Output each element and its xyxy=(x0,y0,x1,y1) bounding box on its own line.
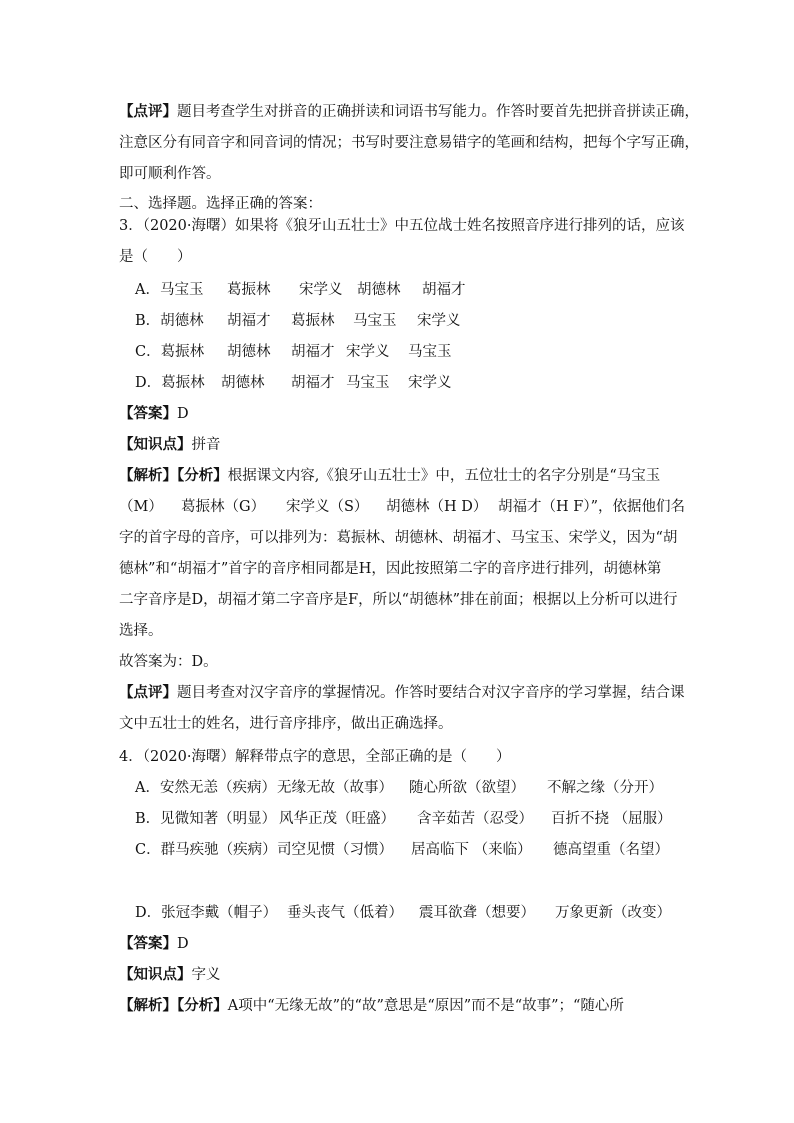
q4-option-b: B．见微知著（明显） 风华正茂（旺盛） 含辛茹苦（忍受） 百折不挠 （屈服） xyxy=(135,811,672,827)
q4-option-a: A．安然无恙（疾病）无缘无故（故事） 随心所欲（欲望） 不解之缘（分开） xyxy=(135,780,663,796)
q3-analysis-line: （M） 葛振林（G） 宋学义（S） 胡德林（H D） 胡福才（H F）”，依据他们名 xyxy=(119,499,685,515)
q3-option-c: C．葛振林 胡德林 胡福才 宋学义 马宝玉 xyxy=(135,344,452,360)
q3-analysis-line: 字的首字母的音序，可以排列为：葛振林、胡德林、胡福才、马宝玉、宋学义，因为“胡 xyxy=(119,530,678,546)
review-paragraph xyxy=(119,102,699,122)
q3-option-d: D．葛振林 胡德林 胡福才 马宝玉 宋学义 xyxy=(135,375,452,391)
review-text: 注意区分有同音字和同音词的情况；书写时要注意易错字的笔画和结构，把每个字写正确， xyxy=(119,135,699,151)
q3-review: 【点评】题目考查对汉字音序的掌握情况。作答时要结合对汉字音序的学习掌握，结合课 xyxy=(119,684,685,701)
q3-analysis-line: 德林”和“胡福才”首字的音序相同都是H，因此按照第二字的音序进行排列，胡德林第 xyxy=(119,561,662,577)
question-4-stem: 4．（2020·海曙）解释带点字的意思，全部正确的是（ ） xyxy=(119,749,511,765)
q3-analysis: 【解析】【分析】根据课文内容,《狼牙山五壮士》中，五位壮士的名字分别是“马宝玉 xyxy=(119,467,661,484)
q4-answer: 【答案】D xyxy=(119,935,189,952)
q4-knowledge-point: 【知识点】字义 xyxy=(119,966,221,983)
q3-analysis-line: 选择。 xyxy=(119,623,163,639)
q3-option-b: B．胡德林 胡福才 葛振林 马宝玉 宋学义 xyxy=(135,313,461,329)
question-3-stem: 3．（2020·海曙）如果将《狼牙山五壮士》中五位战士姓名按照音序进行排列的话，应该 xyxy=(119,218,685,234)
q3-knowledge-point: 【知识点】拼音 xyxy=(119,436,221,453)
q4-option-c: C．群马疾驰（疾病）司空见惯（习惯） 居高临下 （来临） 德高望重（名望） xyxy=(135,842,669,858)
q4-option-d: D．张冠李戴（帽子） 垂头丧气（低着） 震耳欲聋（想要） 万象更新（改变） xyxy=(135,905,671,921)
q3-analysis-line: 二字音序是D，胡福才第二字音序是F，所以“胡德林”排在前面；根据以上分析可以进行 xyxy=(119,592,678,608)
question-3-stem-cont: 是（ ） xyxy=(119,249,192,265)
review-text: 即可顺利作答。 xyxy=(119,166,221,182)
q4-analysis: 【解析】【分析】A项中“无缘无故”的“故”意思是“原因”而不是“故事”；“随心所 xyxy=(119,997,624,1014)
q3-review-line: 文中五壮士的姓名，进行音序排序，做出正确选择。 xyxy=(119,716,453,732)
q3-option-a: A．马宝玉 葛振林 宋学义 胡德林 胡福才 xyxy=(135,282,466,298)
q3-final-answer: 故答案为：D。 xyxy=(119,654,218,670)
review-tag: 【点评】 xyxy=(119,103,177,120)
section-title: 二、选择题。选择正确的答案： xyxy=(119,196,322,212)
q3-answer: 【答案】D xyxy=(119,405,189,422)
review-text: 题目考查学生对拼音的正确拼读和词语书写能力。作答时要首先把拼音拼读正确， xyxy=(177,104,699,120)
